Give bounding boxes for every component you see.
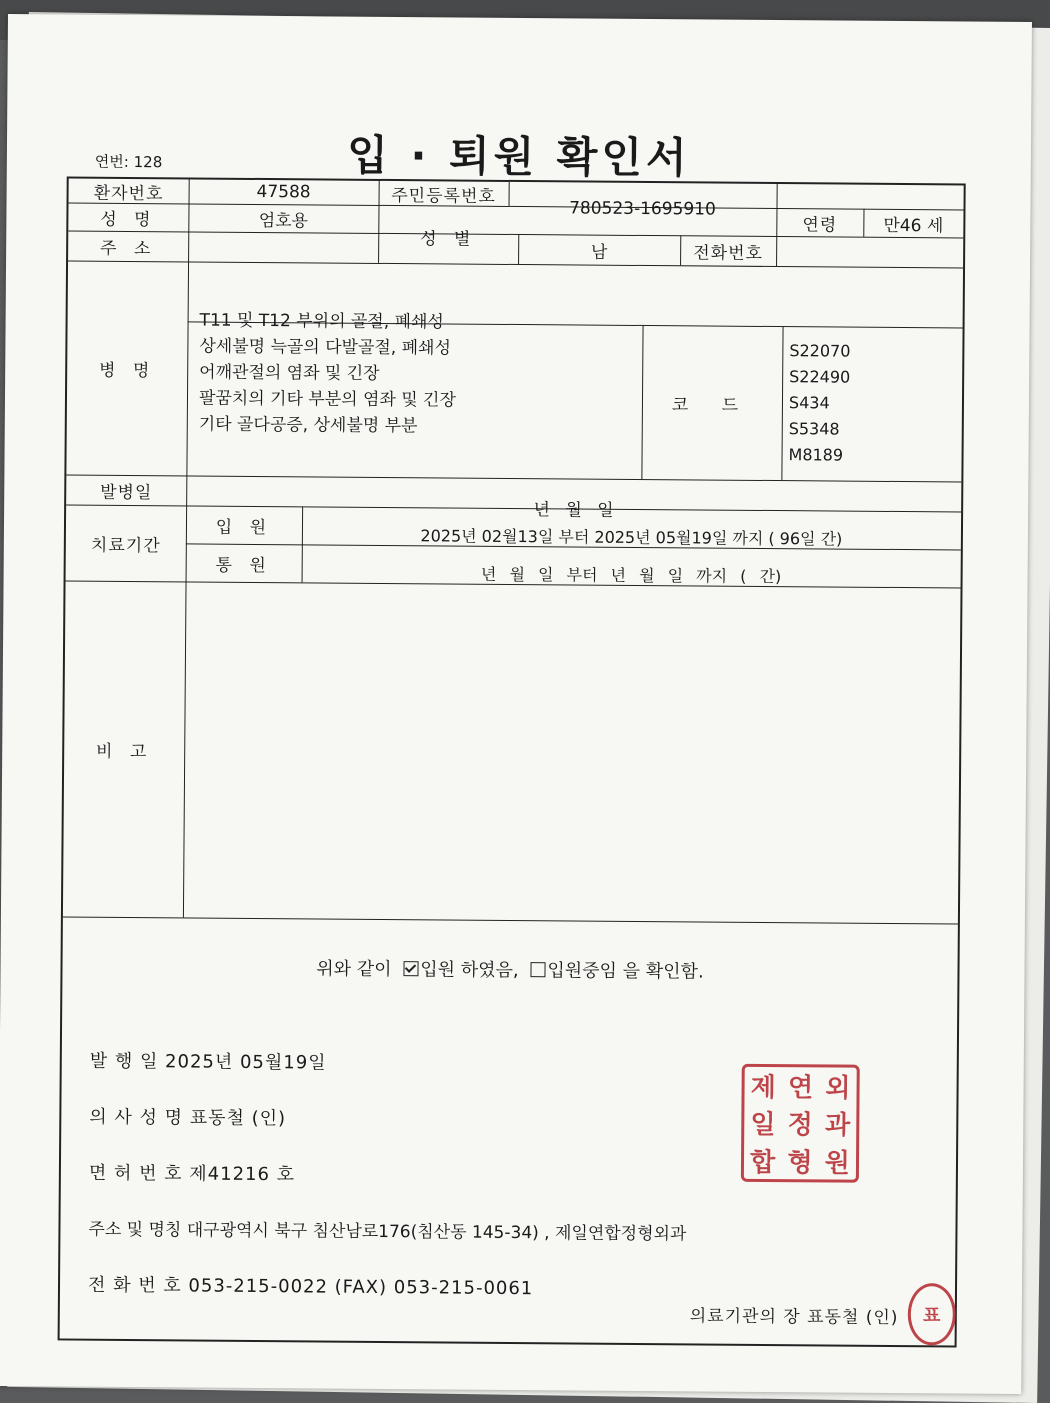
institution-address: 주소 및 명칭 대구광역시 북구 침산남로176(침산동 145-34) , 제일연합정형외과 bbox=[88, 1219, 687, 1245]
code-item: S434 bbox=[788, 393, 830, 413]
code-item: S22070 bbox=[789, 341, 851, 361]
document-page bbox=[0, 14, 1032, 1394]
patient-id-value: 47588 bbox=[256, 181, 311, 203]
code-item: S5348 bbox=[788, 419, 840, 439]
remarks-label: 비 고 bbox=[96, 741, 153, 762]
diagnosis-item: 기타 골다공증, 상세불명 부분 bbox=[198, 414, 418, 437]
confirm-option2: 입원중임 bbox=[547, 960, 618, 982]
diagnosis-list bbox=[199, 308, 640, 441]
name-value: 엄호용 bbox=[258, 210, 309, 231]
age-label: 연령 bbox=[802, 214, 838, 236]
institution-phone: 전 화 번 호 053-215-0022 (FAX) 053-215-0061 bbox=[87, 1274, 534, 1300]
onset-value: 년 월 일 bbox=[533, 499, 614, 521]
diagnosis-item: T11 및 T12 부위의 골절, 폐쇄성 bbox=[199, 310, 444, 333]
patient-id-label: 환자번호 bbox=[93, 183, 164, 204]
in-hospital-checkbox bbox=[530, 962, 545, 977]
doctor-name: 의 사 성 명 표동철 (인) bbox=[89, 1106, 287, 1130]
inpatient-label: 입 원 bbox=[215, 517, 273, 538]
outpatient-period: 년 월 일 부터 년 월 일 까지 ( 간) bbox=[480, 564, 782, 586]
code-item: S22490 bbox=[789, 367, 851, 387]
outpatient-label: 통 원 bbox=[215, 555, 272, 576]
diagnosis-item: 어깨관절의 염좌 및 긴장 bbox=[199, 362, 380, 384]
code-item: M8189 bbox=[788, 445, 844, 465]
sex-value: 남 bbox=[590, 242, 608, 263]
remarks-content bbox=[183, 581, 961, 923]
form-table bbox=[58, 176, 966, 1347]
serial-number: 연번: 128 bbox=[94, 152, 163, 172]
diagnosis-item: 팔꿈치의 기타 부분의 염좌 및 긴장 bbox=[198, 388, 456, 411]
address-label: 주 소 bbox=[99, 238, 157, 259]
sex-label: 성 별 bbox=[420, 228, 477, 250]
confirm-prefix: 위와 같이 bbox=[316, 958, 392, 981]
confirmation-line bbox=[62, 952, 957, 985]
age-value: 만46 세 bbox=[883, 215, 944, 236]
head-seal-stamp: 표 bbox=[908, 1283, 956, 1345]
rrn-label: 주민등록번호 bbox=[391, 185, 496, 207]
confirm-option1: 입원 하였음, bbox=[420, 959, 519, 982]
name-label: 성 명 bbox=[100, 209, 157, 230]
code-label: 코 드 bbox=[671, 394, 753, 416]
institution-seal-stamp: 제 연 외 일 정 과 합 형 원 bbox=[741, 1064, 860, 1183]
license-number: 면 허 번 호 제41216 호 bbox=[88, 1162, 296, 1186]
institution-head: 의료기관의 장 표동철 (인) bbox=[689, 1306, 899, 1329]
diagnosis-label: 병 명 bbox=[99, 360, 156, 381]
treatment-label: 치료기간 bbox=[90, 535, 161, 556]
onset-label: 발병일 bbox=[100, 482, 153, 503]
diagnosis-item: 상세불명 늑골의 다발골절, 폐쇄성 bbox=[199, 336, 451, 359]
issue-date: 발 행 일 2025년 05월19일 bbox=[89, 1050, 327, 1074]
phone-label: 전화번호 bbox=[693, 242, 764, 264]
document-title: 입 · 퇴원 확인서 bbox=[347, 130, 691, 183]
inpatient-checkbox bbox=[403, 961, 418, 976]
confirm-suffix: 을 확인함. bbox=[622, 960, 704, 983]
code-list bbox=[788, 338, 959, 469]
inpatient-period: 2025년 02월13일 부터 2025년 05월19일 까지 ( 96일 간) bbox=[420, 525, 843, 549]
rrn-value: 780523-1695910 bbox=[569, 198, 716, 220]
